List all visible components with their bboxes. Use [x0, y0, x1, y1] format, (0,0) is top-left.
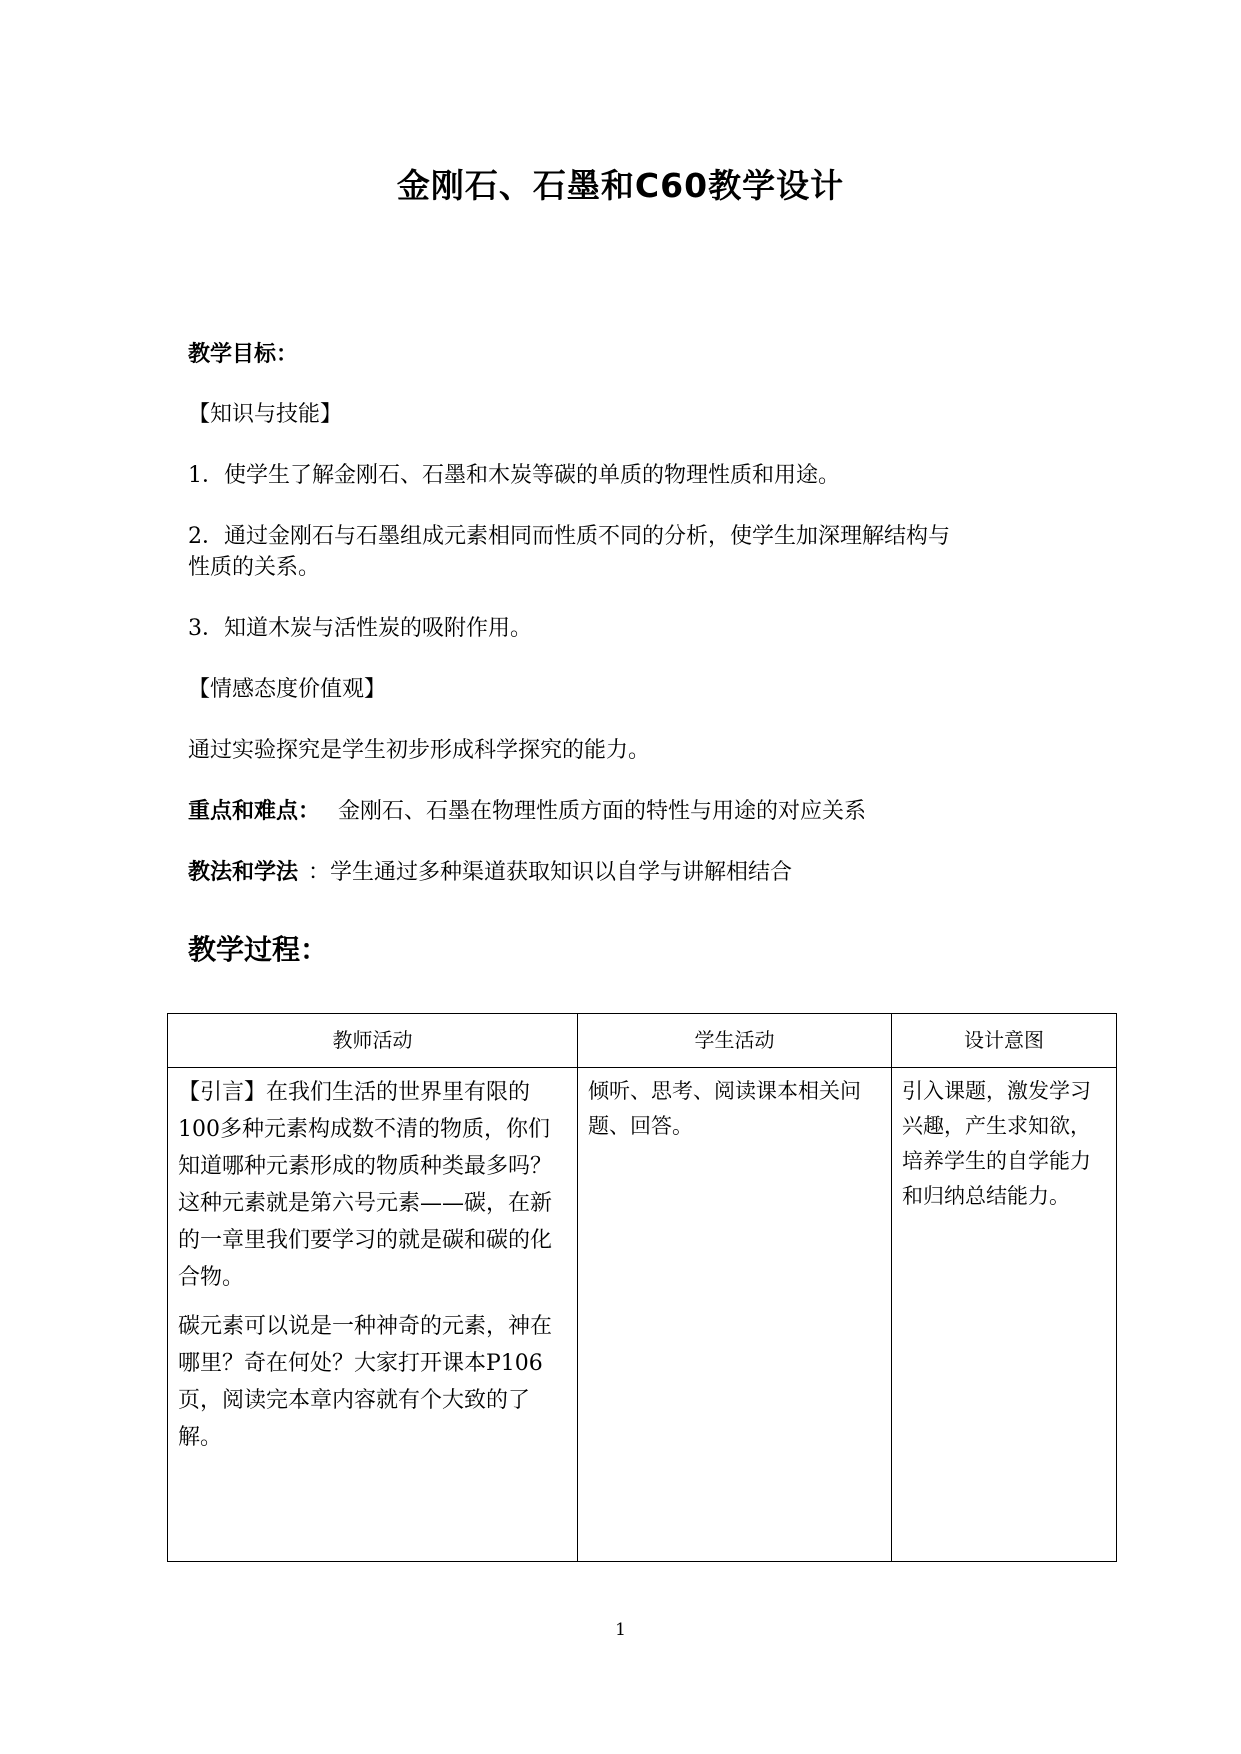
header-teacher-activity: 教师活动: [168, 1014, 578, 1068]
objectives-heading: 教学目标：: [188, 342, 299, 367]
objective-2-line1: 2．通过金刚石与石墨组成元素相同而性质不同的分析，使学生加深理解结构与: [188, 524, 950, 549]
methods-text: ：学生通过多种渠道获取知识以自学与讲解相结合: [308, 860, 793, 885]
table-header-row: [168, 1014, 1117, 1068]
header-student-activity: 学生活动: [578, 1014, 892, 1068]
table-row: [168, 1068, 1117, 1562]
process-table: [167, 1013, 1117, 1562]
teacher-paragraph-2: 碳元素可以说是一种神奇的元素，神在哪里？奇在何处？大家打开课本P106页，阅读完本章内容就有个大致的了解。: [178, 1314, 553, 1450]
keypoints-line: [188, 797, 866, 827]
teacher-paragraph-1: 【引言】在我们生活的世界里有限的100多种元素构成数不清的物质，你们知道哪种元素形成的物质种类最多吗？这种元素就是第六号元素——碳，在新的一章里我们要学习的就是碳和碳的化合物。: [178, 1080, 553, 1290]
knowledge-heading: 【知识与技能】: [188, 402, 343, 427]
methods-label: 教法和学法: [188, 860, 299, 885]
page-number: 1: [615, 1620, 626, 1640]
student-activity-cell: 倾听、思考、阅读课本相关问题、回答。: [578, 1068, 892, 1562]
header-design-intent: 设计意图: [892, 1014, 1117, 1068]
methods-line: [188, 858, 792, 888]
teacher-activity-cell: [168, 1068, 578, 1562]
objective-1: 1．使学生了解金刚石、石墨和木炭等碳的单质的物理性质和用途。: [188, 463, 840, 488]
design-intent-cell: 引入课题，激发学习兴趣，产生求知欲，培养学生的自学能力和归纳总结能力。: [892, 1068, 1117, 1562]
keypoints-text: 金刚石、石墨在物理性质方面的特性与用途的对应关系: [338, 799, 867, 824]
keypoints-label: 重点和难点：: [188, 799, 321, 824]
document-title: 金刚石、石墨和C60教学设计: [396, 166, 845, 205]
objective-3: 3．知道木炭与活性炭的吸附作用。: [188, 616, 532, 641]
objective-2-line2: 性质的关系。: [188, 555, 321, 580]
process-heading: 教学过程：: [188, 933, 329, 966]
emotion-text: 通过实验探究是学生初步形成科学探究的能力。: [188, 738, 651, 763]
emotion-heading: 【情感态度价值观】: [188, 677, 387, 702]
